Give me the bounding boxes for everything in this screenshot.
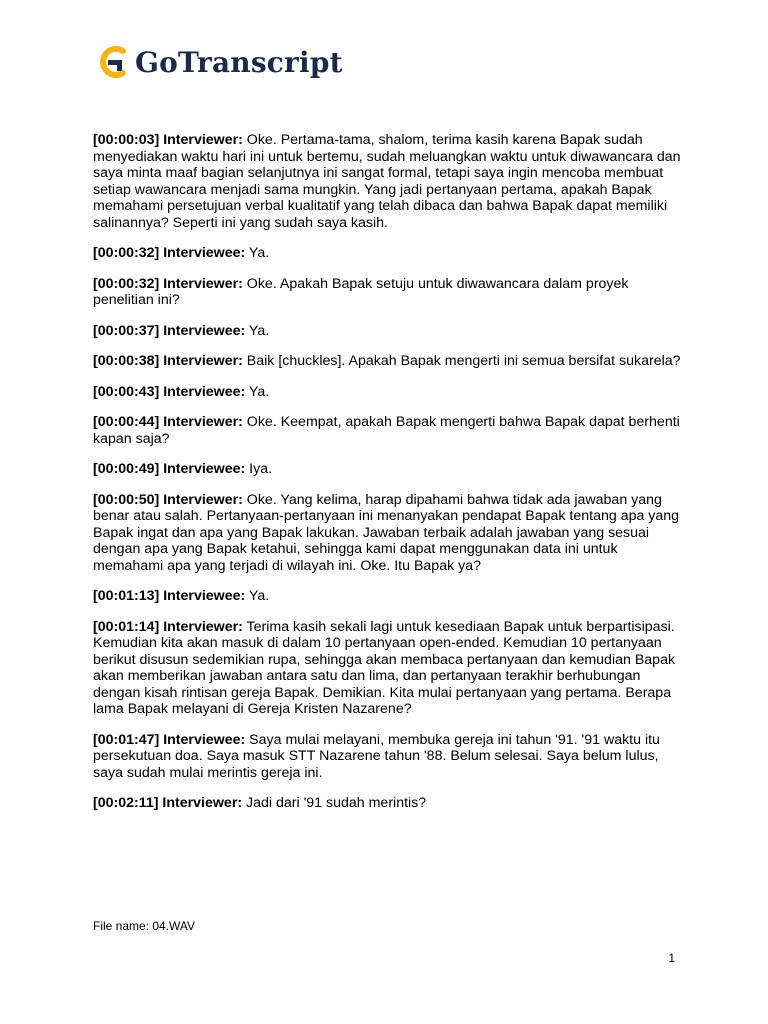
transcript-entry [93,276,683,309]
timestamp-speaker: [00:01:47] Interviewee: [93,731,246,748]
utterance-text: Baik [chuckles]. Apakah Bapak mengerti ini semua bersifat sukarela? [246,353,681,369]
transcript-body [93,132,683,826]
transcript-entry [93,323,683,340]
timestamp-speaker: [00:01:14] Interviewer: [93,618,243,635]
timestamp-speaker: [00:00:43] Interviewee: [93,383,246,400]
utterance-text: Ya. [248,588,270,604]
utterance-text: Oke. Apakah Bapak setuju untuk diwawancara dalam proyek penelitian ini? [93,275,629,308]
utterance-text: Jadi dari '91 sudah merintis? [246,795,427,811]
utterance-text: Oke. Pertama-tama, shalom, terima kasih karena Bapak sudah menyediakan waktu hari ini untuk bertemu, sudah meluangkan waktu untuk diwawancara dan saya minta maaf bagian selanjutnya ini sangat formal, tetapi saya ingin mencoba membuat setiap wawancara menjadi sama mungkin. Yang jadi pertanyaan pertama, apakah Bapak memahami persetujuan verbal kualitatif yang telah dibaca dan bahwa Bapak dapat memiliki salinannya? Seperti ini yang sudah saya kasih. [93,132,681,231]
utterance-text: Oke. Keempat, apakah Bapak mengerti bahwa Bapak dapat berhenti kapan saja? [93,414,680,447]
transcript-entry [93,353,683,370]
timestamp-speaker: [00:00:37] Interviewee: [93,322,246,339]
timestamp-speaker: [00:00:50] Interviewer: [93,491,243,508]
logo-text: GoTranscript [135,45,343,79]
utterance-text: Ya. [248,322,270,339]
transcript-entry [93,245,683,262]
transcript-entry [93,492,683,575]
timestamp-speaker: [00:00:32] Interviewee: [93,245,246,261]
gotranscript-logo-icon [93,42,127,82]
utterance-text: Ya. [248,245,270,261]
transcript-entry [93,461,683,478]
transcript-entry [93,588,683,605]
transcript-entry [93,795,683,812]
timestamp-speaker: [00:02:11] Interviewer: [93,795,243,811]
transcript-entry [93,414,683,447]
timestamp-speaker: [00:00:38] Interviewer: [93,353,243,369]
utterance-text: Saya mulai melayani, membuka gereja ini tahun '91. '91 waktu itu persekutuan doa. Saya masuk STT Nazarene tahun '88. Belum selesai. Saya belum lulus, saya sudah mulai merintis gereja ini. [93,731,660,781]
page-number: 1 [668,951,675,965]
utterance-text: Terima kasih sekali lagi untuk kesediaan Bapak untuk berpartisipasi. Kemudian kita akan masuk di dalam 10 pertanyaan open-ended. Kemudian 10 pertanyaan berikut disusun sedemikian rupa, sehingga akan membaca pertanyaan dan kemudian Bapak akan memberikan jawaban antara satu dan lima, dan pertanyaan terakhir berhubungan dengan kisah rintisan gereja Bapak. Demikian. Kita mulai pertanyaan yang pertama. Berapa lama Bapak melayani di Gereja Kristen Nazarene? [93,618,676,717]
file-name-label: File name: 04.WAV [93,919,196,933]
utterance-text: Iya. [249,461,273,477]
transcript-entry [93,384,683,401]
transcript-entry [93,732,683,782]
utterance-text: Oke. Yang kelima, harap dipahami bahwa tidak ada jawaban yang benar atau salah. Pertanyaan-pertanyaan ini menanyakan pendapat Bapak tentang apa yang Bapak ingat dan apa yang Bapak lakukan. Jawaban terbaik adalah jawaban yang sesuai dengan apa yang Bapak ketahui, sehingga kami dapat menggunakan data ini untuk memahami apa yang terjadi di wilayah ini. Oke. Itu Bapak ya? [93,491,680,574]
logo [93,40,343,84]
timestamp-speaker: [00:00:03] Interviewer: [93,132,243,148]
utterance-text: Ya. [248,383,270,400]
timestamp-speaker: [00:01:13] Interviewee: [93,588,246,604]
transcript-entry [93,619,683,718]
timestamp-speaker: [00:00:32] Interviewer: [93,275,243,292]
transcript-entry [93,132,683,231]
timestamp-speaker: [00:00:49] Interviewee: [93,461,246,477]
timestamp-speaker: [00:00:44] Interviewer: [93,414,243,430]
